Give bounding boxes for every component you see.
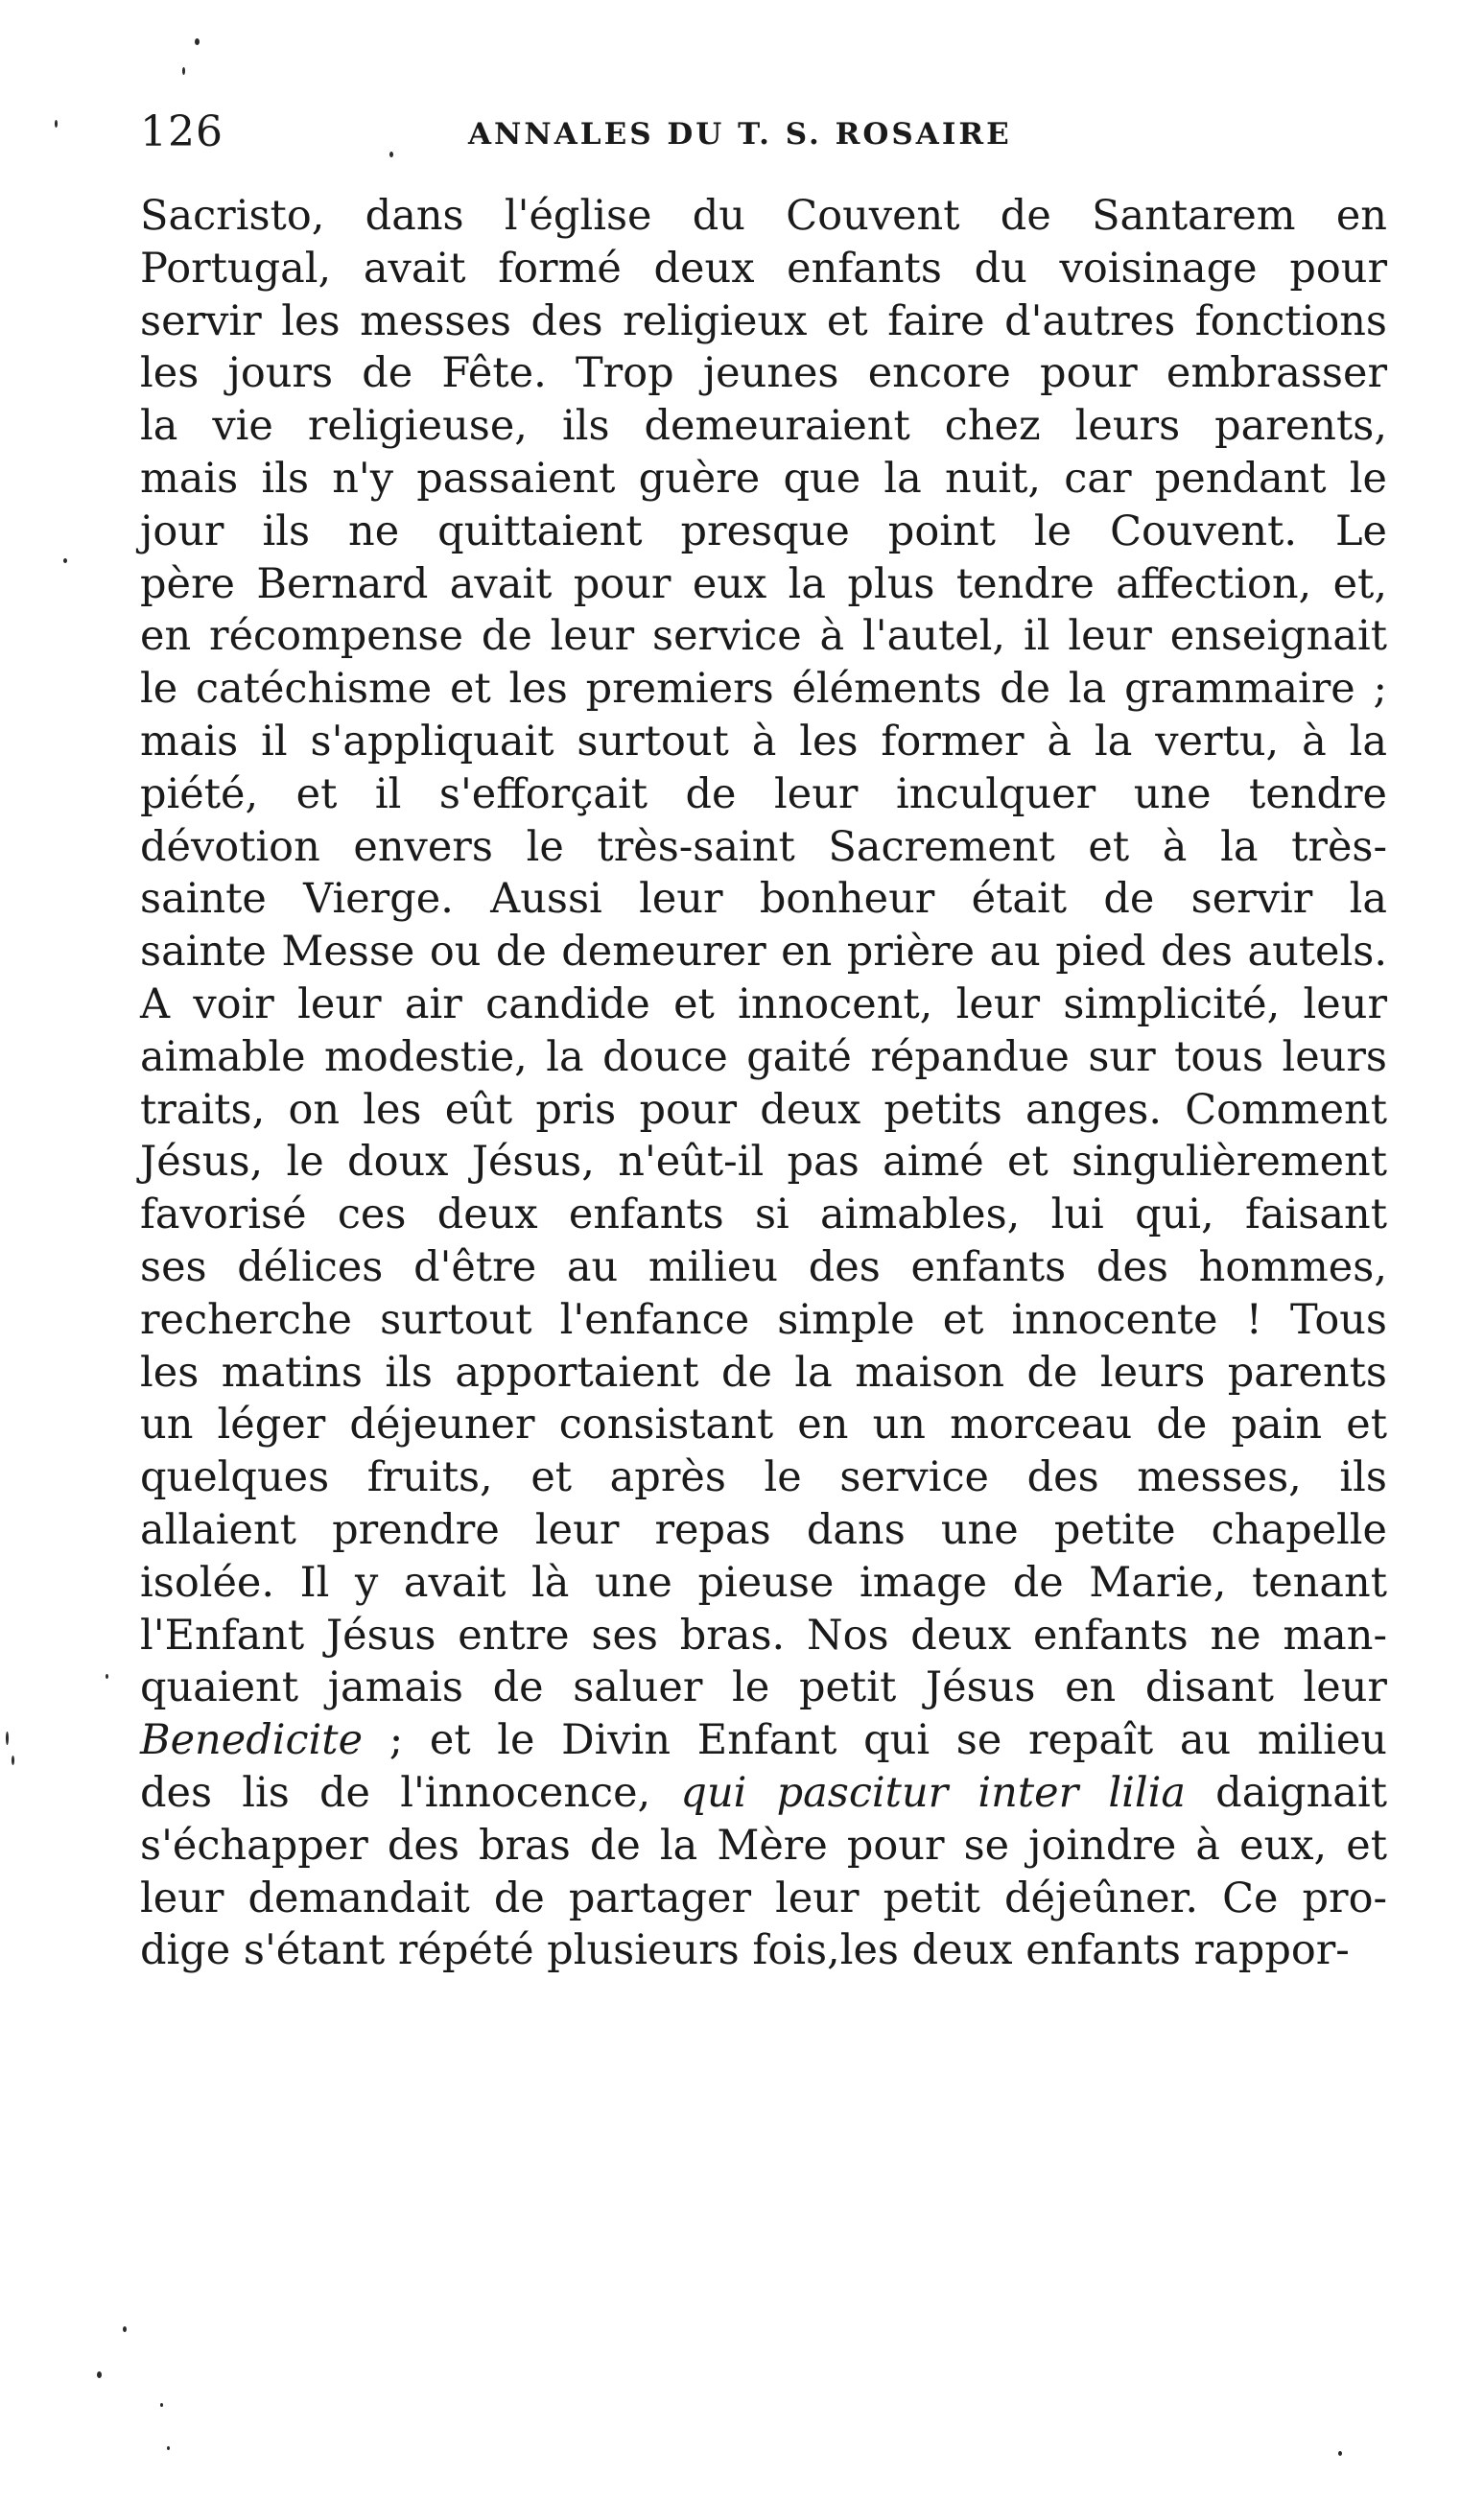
scan-speck (55, 120, 58, 128)
line-text: mais il s'appliquait surtout à les former à la vertu, à la (140, 717, 1387, 766)
text-line (140, 1241, 1387, 1294)
line-text: un léger déjeuner consistant en un morceau de pain et (140, 1401, 1387, 1450)
line-text: l'Enfant Jésus entre ses bras. Nos deux enfants ne man- (140, 1611, 1387, 1660)
scan-speck (106, 1674, 108, 1679)
italic-latin-phrase: Benedicite (140, 1716, 364, 1765)
text-line (140, 926, 1387, 978)
line-text: servir les messes des religieux et faire d'autres fonctions (140, 296, 1387, 345)
scan-speck (389, 152, 393, 157)
text-line (140, 873, 1387, 926)
page-number: 126 (140, 107, 224, 156)
text-line (140, 506, 1387, 558)
text-line (140, 558, 1387, 611)
scan-speck (160, 2403, 163, 2407)
text-line (140, 1031, 1387, 1084)
line-text: isolée. Il y avait là une pieuse image de Marie, tenant (140, 1558, 1387, 1607)
italic-latin-phrase: qui pascitur inter lilia (680, 1768, 1186, 1817)
line-text: s'échapper des bras de la Mère pour se joindre à eux, et (140, 1821, 1387, 1870)
line-text: A voir leur air candide et innocent, leur simplicité, leur (140, 979, 1387, 1028)
scan-speck (167, 2446, 170, 2450)
line-text: aimable modestie, la douce gaité répandue sur tous leurs (140, 1032, 1387, 1081)
text-line (140, 1084, 1387, 1137)
scan-speck (123, 2326, 127, 2332)
body-text (140, 190, 1387, 1977)
text-line (140, 1399, 1387, 1451)
text-line (140, 1189, 1387, 1241)
text-line (140, 716, 1387, 768)
text-line (140, 821, 1387, 874)
line-text: traits, on les eût pris pour deux petits anges. Comment (140, 1085, 1387, 1134)
text-line (140, 1662, 1387, 1714)
text-line (140, 1924, 1387, 1977)
text-line (140, 1557, 1387, 1610)
line-text: daignait (1185, 1768, 1387, 1817)
line-text: ; et le Divin Enfant qui se repaît au milieu (363, 1716, 1387, 1765)
line-text: en récompense de leur service à l'autel, il leur enseignait (140, 612, 1387, 661)
line-text: sainte Messe ou de demeurer en prière au pied des autels. (140, 928, 1387, 977)
text-line (140, 453, 1387, 506)
text-line (140, 400, 1387, 453)
text-line (140, 1451, 1387, 1504)
line-text: père Bernard avait pour eux la plus tendre affection, et, (140, 559, 1387, 608)
line-text: Sacristo, dans l'église du Couvent de Santarem en (140, 192, 1387, 240)
line-text: mais ils n'y passaient guère que la nuit, car pendant le (140, 454, 1387, 503)
text-line (140, 1294, 1387, 1347)
line-text: sainte Vierge. Aussi leur bonheur était de servir la (140, 875, 1387, 924)
text-line (140, 610, 1387, 663)
text-line (140, 1714, 1387, 1767)
line-text: les matins ils apportaient de la maison de leurs parents (140, 1348, 1387, 1397)
line-text: les jours de Fête. Trop jeunes encore pour embrasser (140, 349, 1387, 398)
line-text: dévotion envers le très-saint Sacrement et à la très- (140, 822, 1387, 871)
line-text: leur demandait de partager leur petit déjeûner. Ce pro- (140, 1874, 1387, 1922)
line-text: quelques fruits, et après le service des messes, ils (140, 1453, 1387, 1502)
line-text: dige s'étant répété plusieurs fois,les deux enfants rappor- (140, 1926, 1350, 1975)
text-line (140, 663, 1387, 716)
text-line (140, 1610, 1387, 1662)
text-line (140, 1873, 1387, 1925)
line-text: ses délices d'être au milieu des enfants des hommes, (140, 1242, 1387, 1291)
line-text: Portugal, avait formé deux enfants du voisinage pour (140, 244, 1387, 293)
text-line (140, 768, 1387, 821)
text-line (140, 190, 1387, 243)
page-header (140, 107, 1397, 165)
line-text: la vie religieuse, ils demeuraient chez leurs parents, (140, 402, 1387, 451)
text-line (140, 295, 1387, 348)
text-line (140, 978, 1387, 1031)
line-text: piété, et il s'efforçait de leur inculquer une tendre (140, 769, 1387, 818)
scan-speck (195, 38, 200, 45)
text-line (140, 1767, 1387, 1820)
scan-speck (182, 67, 185, 75)
text-line (140, 1820, 1387, 1873)
scan-speck (97, 2371, 102, 2378)
scan-speck (63, 558, 67, 563)
line-text: des lis de l'innocence, (140, 1768, 681, 1817)
line-text: Jésus, le doux Jésus, n'eût-il pas aimé et singulièrement (140, 1138, 1387, 1187)
text-line (140, 1136, 1387, 1189)
line-text: recherche surtout l'enfance simple et innocente ! Tous (140, 1295, 1387, 1344)
line-text: jour ils ne quittaient presque point le Couvent. Le (140, 507, 1387, 555)
text-line (140, 243, 1387, 295)
line-text: quaient jamais de saluer le petit Jésus en disant leur (140, 1663, 1387, 1712)
scan-speck (12, 1756, 14, 1765)
text-line (140, 1504, 1387, 1557)
line-text: allaient prendre leur repas dans une petite chapelle (140, 1505, 1387, 1554)
line-text: favorisé ces deux enfants si aimables, lui qui, faisant (140, 1191, 1387, 1239)
text-line (140, 347, 1387, 400)
text-line (140, 1347, 1387, 1400)
line-text: le catéchisme et les premiers éléments de la grammaire ; (140, 665, 1387, 714)
scan-speck (1338, 2451, 1342, 2456)
scan-speck (6, 1732, 9, 1745)
running-head: ANNALES DU T. S. ROSAIRE (468, 117, 1012, 152)
